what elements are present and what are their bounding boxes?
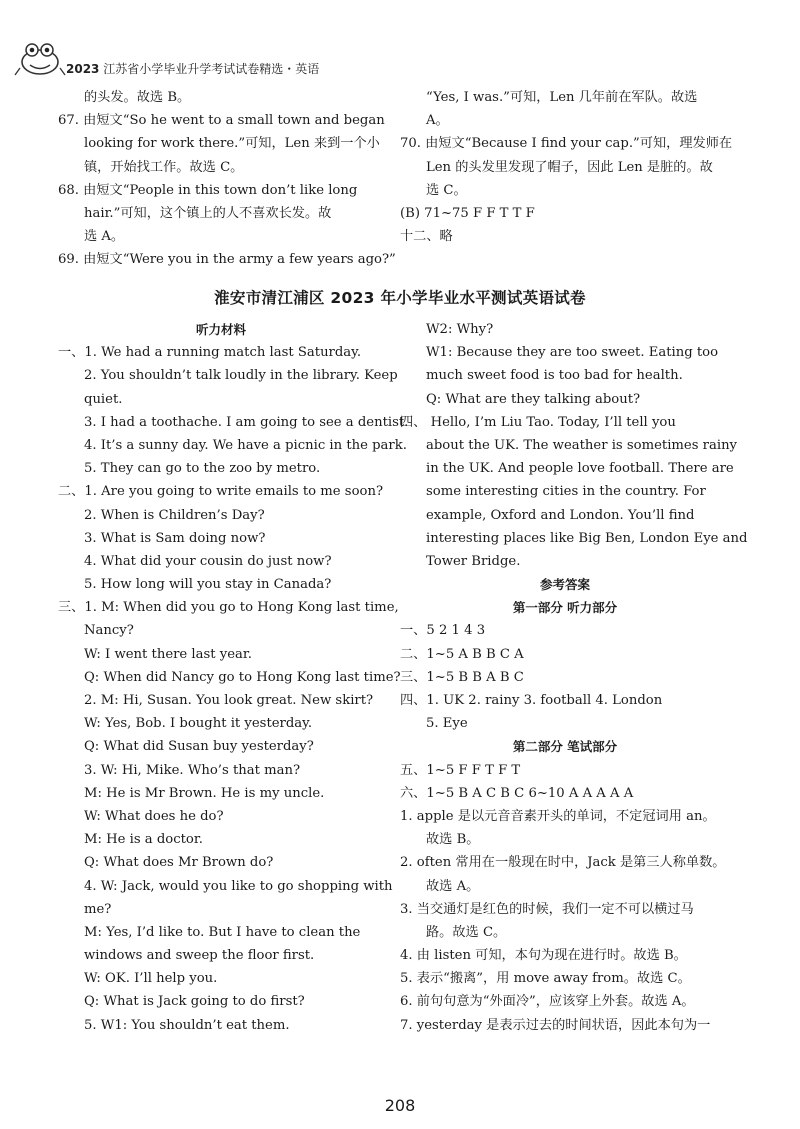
text-line: W: OK. I’ll help you. — [84, 971, 218, 987]
text-line: 69. 由短文“Were you in the army a few years ago?” — [58, 252, 396, 268]
text-line: Q: What did Susan buy yesterday? — [84, 739, 314, 755]
text-line: 选 C。 — [426, 182, 467, 198]
text-line: 3. 当交通灯是红色的时候，我们一定不可以横过马 — [400, 901, 694, 917]
text-line: W2: Why? — [426, 322, 494, 337]
text-line: 4. W: Jack, would you like to go shopping with — [84, 878, 393, 894]
text-line: me? — [84, 901, 112, 917]
text-line: interesting places like Big Ben, London Eye and — [426, 530, 748, 546]
text-line: Nancy? — [84, 623, 134, 639]
text-line: 选 A。 — [84, 229, 125, 245]
text-line: 3. I had a toothache. I am going to see a dentist. — [84, 414, 409, 430]
text-line: 路。故选 C。 — [426, 924, 507, 940]
text-line: 四、 Hello, I’m Liu Tao. Today, I’ll tell you — [400, 414, 676, 430]
text-line: 70. 由短文“Because I find your cap.”可知，理发师在 — [400, 136, 733, 152]
text-line: 二、1~5 A B B C A — [400, 646, 524, 662]
text-line: “Yes, I was.”可知，Len 几年前在军队。故选 — [426, 90, 698, 105]
text-line: 5. W1: You shouldn’t eat them. — [84, 1017, 290, 1033]
text-line: quiet. — [84, 391, 123, 407]
text-line: W: Yes, Bob. I bought it yesterday. — [84, 716, 313, 732]
text-line: 一、1. We had a running match last Saturday. — [58, 345, 362, 361]
text-line: 三、1~5 B B A B C — [400, 669, 524, 685]
text-line: 3. W: Hi, Mike. Who’s that man? — [84, 762, 301, 778]
text-line: 2. M: Hi, Susan. You look great. New skirt? — [84, 693, 374, 708]
text-line: 2. You shouldn’t talk loudly in the library. Keep — [84, 368, 398, 384]
frog-mascot-logo — [14, 38, 66, 82]
text-line: W: What does he do? — [84, 808, 224, 824]
top-left-column — [58, 86, 396, 272]
text-line: 5. 表示“搬离”，用 move away from。故选 C。 — [400, 971, 691, 987]
text-line: 2. When is Children’s Day? — [84, 507, 265, 523]
answers-heading: 参考答案 — [539, 577, 590, 593]
text-line: M: He is a doctor. — [84, 832, 203, 848]
text-line: 二、1. Are you going to write emails to me soon? — [58, 484, 384, 500]
part2-heading: 第二部分 笔试部分 — [512, 739, 618, 755]
text-line: Len 的头发里发现了帽子，因此 Len 是脏的。故 — [426, 159, 713, 175]
text-line: W1: Because they are too sweet. Eating too — [426, 345, 719, 361]
text-line: M: Yes, I’d like to. But I have to clean the — [84, 924, 361, 940]
text-line: 2. often 常用在一般现在时中，Jack 是第三人称单数。 — [400, 855, 726, 871]
listening-heading: 听力材料 — [195, 322, 246, 337]
text-line: Q: What does Mr Brown do? — [84, 855, 274, 871]
section-title: 淮安市清江浦区 2023 年小学毕业水平测试英语试卷 — [214, 289, 586, 307]
text-line: 四、1. UK 2. rainy 3. football 4. London — [400, 693, 663, 708]
text-line: 4. 由 listen 可知，本句为现在进行时。故选 B。 — [400, 948, 687, 964]
text-line: 68. 由短文“People in this town don’t like long — [58, 182, 358, 198]
text-line: example, Oxford and London. You’ll find — [426, 507, 695, 523]
text-line: 4. What did your cousin do just now? — [84, 553, 332, 569]
text-line: about the UK. The weather is sometimes rainy — [426, 437, 738, 453]
text-line: A。 — [426, 113, 449, 129]
running-header — [66, 60, 319, 77]
text-line: 一、5 2 1 4 3 — [400, 623, 486, 639]
text-line: 67. 由短文“So he went to a small town and began — [58, 113, 385, 129]
page-number: 208 — [384, 1096, 416, 1115]
text-line: 故选 A。 — [426, 878, 480, 894]
text-line: in the UK. And people love football. There are — [426, 461, 734, 477]
text-line: 六、1~5 B A C B C 6~10 A A A A A — [400, 785, 634, 801]
top-right-column — [400, 86, 733, 248]
text-line: 5. Eye — [426, 716, 468, 732]
text-line: 镇，开始找工作。故选 C。 — [84, 159, 244, 175]
text-line: 6. 前句句意为“外面冷”，应该穿上外套。故选 A。 — [400, 994, 695, 1010]
text-line: Q: What are they talking about? — [426, 391, 641, 407]
text-line: 1. apple 是以元音音素开头的单词，不定冠词用 an。 — [400, 808, 716, 824]
answers-column — [400, 318, 748, 1037]
text-line: 十二、略 — [400, 229, 453, 245]
text-line: some interesting cities in the country. For — [426, 484, 706, 500]
text-line: 5. How long will you stay in Canada? — [84, 577, 332, 593]
header-year: 2023 — [66, 62, 100, 76]
header-title: 江苏省小学毕业升学考试试卷精选・英语 — [103, 62, 320, 76]
text-line: windows and sweep the floor first. — [84, 948, 315, 964]
text-line: 的头发。故选 B。 — [84, 90, 191, 105]
text-line: Tower Bridge. — [426, 553, 521, 569]
text-line: 7. yesterday 是表示过去的时间状语，因此本句为一 — [400, 1017, 711, 1033]
part1-heading: 第一部分 听力部分 — [512, 600, 618, 616]
text-line: 故选 B。 — [426, 832, 480, 848]
text-line: M: He is Mr Brown. He is my uncle. — [84, 785, 325, 801]
text-line: 3. What is Sam doing now? — [84, 530, 266, 546]
text-line: much sweet food is too bad for health. — [426, 368, 683, 384]
text-line: Q: When did Nancy go to Hong Kong last time? — [84, 669, 401, 685]
text-line: hair.”可知，这个镇上的人不喜欢长发。故 — [84, 205, 332, 221]
text-line: 三、1. M: When did you go to Hong Kong last time, — [58, 600, 399, 616]
text-line: 5. They can go to the zoo by metro. — [84, 461, 321, 477]
text-line: (B) 71~75 F F T T F — [400, 205, 535, 221]
text-line: 4. It’s a sunny day. We have a picnic in the park. — [84, 437, 407, 453]
text-line: 五、1~5 F F T F T — [400, 762, 521, 778]
text-line: looking for work there.”可知，Len 来到一个小 — [84, 136, 380, 152]
text-line: W: I went there last year. — [84, 646, 252, 662]
listening-material-column — [58, 318, 409, 1037]
text-line: Q: What is Jack going to do first? — [84, 994, 305, 1010]
